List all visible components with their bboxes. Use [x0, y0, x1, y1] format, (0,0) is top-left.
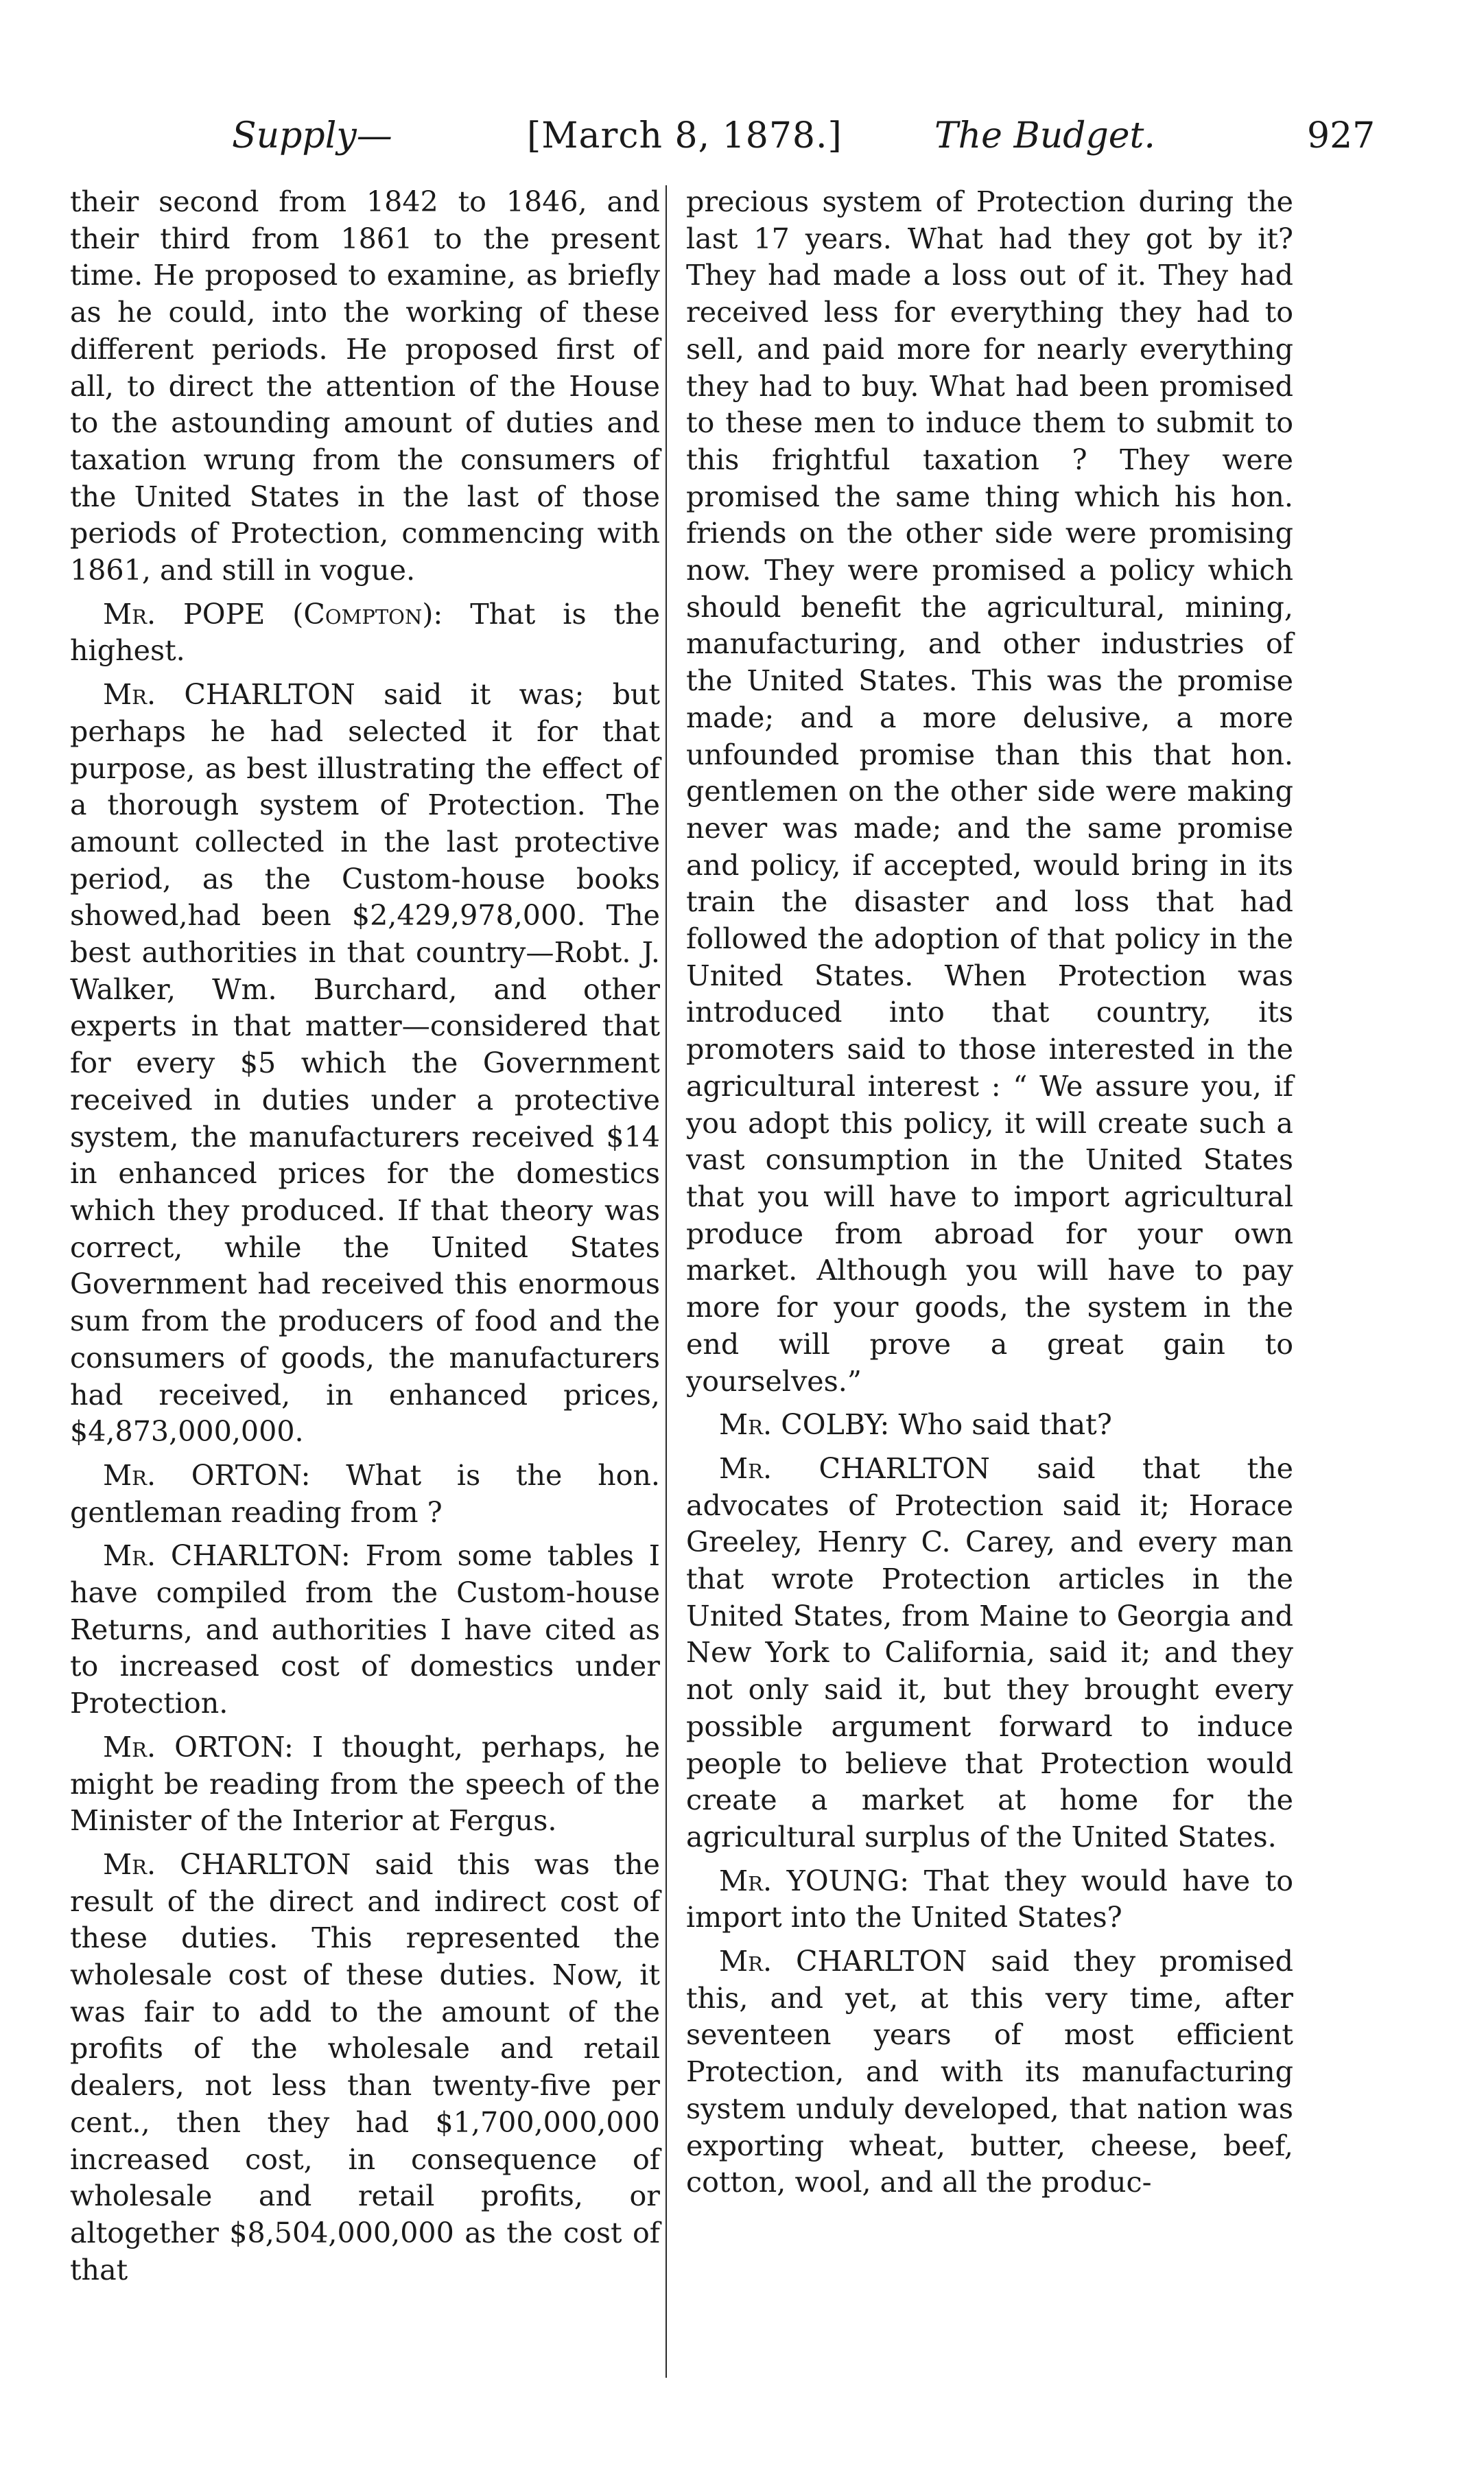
paragraph-text: said this was the result of the direct and indirect cost of these duties. This represented the wholesale cost of these duties. Now, it was fair to add to the amount of the profits of the wholesale and retail dealers, not less than twenty-five per cent., then they had $1,700,000,000 increased cost, in consequence of wholesale and retail profits, or altogether $8,504,000,000 as the cost of that: [70, 1847, 661, 2286]
paragraph: [686, 184, 1293, 1400]
speaker: Mr. CHARLTON: [103, 1847, 351, 1881]
page-number: 927: [1307, 115, 1376, 156]
paragraph-text: said they promised this, and yet, at this very time, after seventeen years of most efficient Protection, and with its manufacturing system unduly developed, that nation was exporting wheat, butter, cheese, beef, cotton, wool, and all the produc-: [686, 1945, 1294, 2199]
paragraph-text: That they would have to import into the United States?: [686, 1864, 1294, 1934]
speaker: Mr. YOUNG:: [719, 1864, 910, 1897]
column-divider: [666, 185, 667, 2378]
paragraph-text: From some tables I have compiled from the Custom-house Returns, and authorities I have cited as to increased cost of domestics under Protection.: [70, 1539, 661, 1720]
paragraph-text: I thought, perhaps, he might be reading from the speech of the Minister of the Interior at Fergus.: [70, 1730, 661, 1838]
paragraph: [70, 1458, 660, 1531]
speaker: Mr. COLBY:: [719, 1408, 890, 1442]
speaker: Mr. CHARLTON: [719, 1451, 990, 1485]
paragraph-text: What is the hon. gentleman reading from ?: [70, 1458, 661, 1529]
speaker: Mr. POPE (Compton):: [103, 597, 443, 631]
right-column: [686, 184, 1293, 2208]
speaker: Mr. ORTON:: [103, 1458, 311, 1492]
speaker: Mr. ORTON:: [103, 1730, 294, 1764]
header-section-title: Supply—: [232, 115, 392, 156]
paragraph: [70, 1847, 660, 2289]
paragraph-text: said that the advocates of Protection said it; Horace Greeley, Henry C. Carey, and every man that wrote Protection articles in the United States, from Maine to Georgia and New York to California, said it; and they not only said it, but they brought every possible argument forward to induce people to believe that Protection would create a market at home for the agricultural surplus of the United States.: [686, 1451, 1293, 1853]
paragraph-text: precious system of Protection during the last 17 years. What had they got by it? They had made a loss out of it. They had received less for everything they had to sell, and paid more for nearly everything they had to buy. What had been promised to these men to induce them to submit to this frightful taxation ? They were promised the same thing which his hon. friends on the other side were promising now. They were promised a policy which should benefit the agricultural, mining, manufacturing, and other industries of the United States. This was the promise made; and a more delusive, a more unfounded promise than this that hon. gentlemen on the other side were making never was made; and the same promise and policy, if accepted, would bring in its train the disaster and loss that had followed the adoption of that policy in the United States. When Protection was introduced into that country, its promoters said to those interested in the agricultural interest : “ We assure you, if you adopt this policy, it will create such a vast consumption in the United States that you will have to import agricultural produce from abroad for your own market. Although you will have to pay more for your goods, the system in the end will prove a great gain to yourselves.”: [686, 185, 1293, 1398]
paragraph-text: their second from 1842 to 1846, and their third from 1861 to the present time. He proposed to examine, as briefly as he could, into the working of these different periods. He proposed first of all, to direct the attention of the House to the astounding amount of duties and taxation wrung from the consumers of the United States in the last of those periods of Protection, commencing with 1861, and still in vogue.: [70, 185, 660, 587]
speaker: Mr. CHARLTON: [719, 1945, 967, 1978]
paragraph: [686, 1407, 1293, 1444]
paragraph: [70, 1538, 660, 1722]
paragraph: [686, 1863, 1293, 1937]
speaker: Mr. CHARLTON: [103, 678, 355, 712]
paragraph-text: That is the highest.: [70, 597, 660, 668]
paragraph: [70, 184, 660, 589]
paragraph-text: said it was; but perhaps he had selected it for that purpose, as best illustrating the effect of a thorough system of Protection. The amount collected in the last protective period, as the Custom-house books showed,had been $2,429,978,000. The best authorities in that country—Robt. J. Walker, Wm. Burchard, and other experts in that matter—considered that for every $5 which the Government received in duties under a protective system, the manufacturers received $14 in enhanced prices for the domestics which they produced. If that theory was correct, while the United States Government had received this enormous sum from the producers of food and the consumers of goods, the manufacturers had received, in enhanced prices, $4,873,000,000.: [70, 678, 661, 1449]
paragraph: [70, 596, 660, 670]
header-date: [March 8, 1878.]: [527, 115, 843, 156]
speaker: Mr. CHARLTON:: [103, 1539, 351, 1573]
header-topic: The Budget.: [934, 115, 1155, 156]
paragraph: [686, 1943, 1293, 2201]
paragraph: [686, 1451, 1293, 1856]
paragraph: [70, 1729, 660, 1840]
paragraph: [70, 677, 660, 1451]
page-header: [69, 115, 1400, 177]
paragraph-text: Who said that?: [898, 1408, 1112, 1442]
left-column: [70, 184, 660, 2295]
